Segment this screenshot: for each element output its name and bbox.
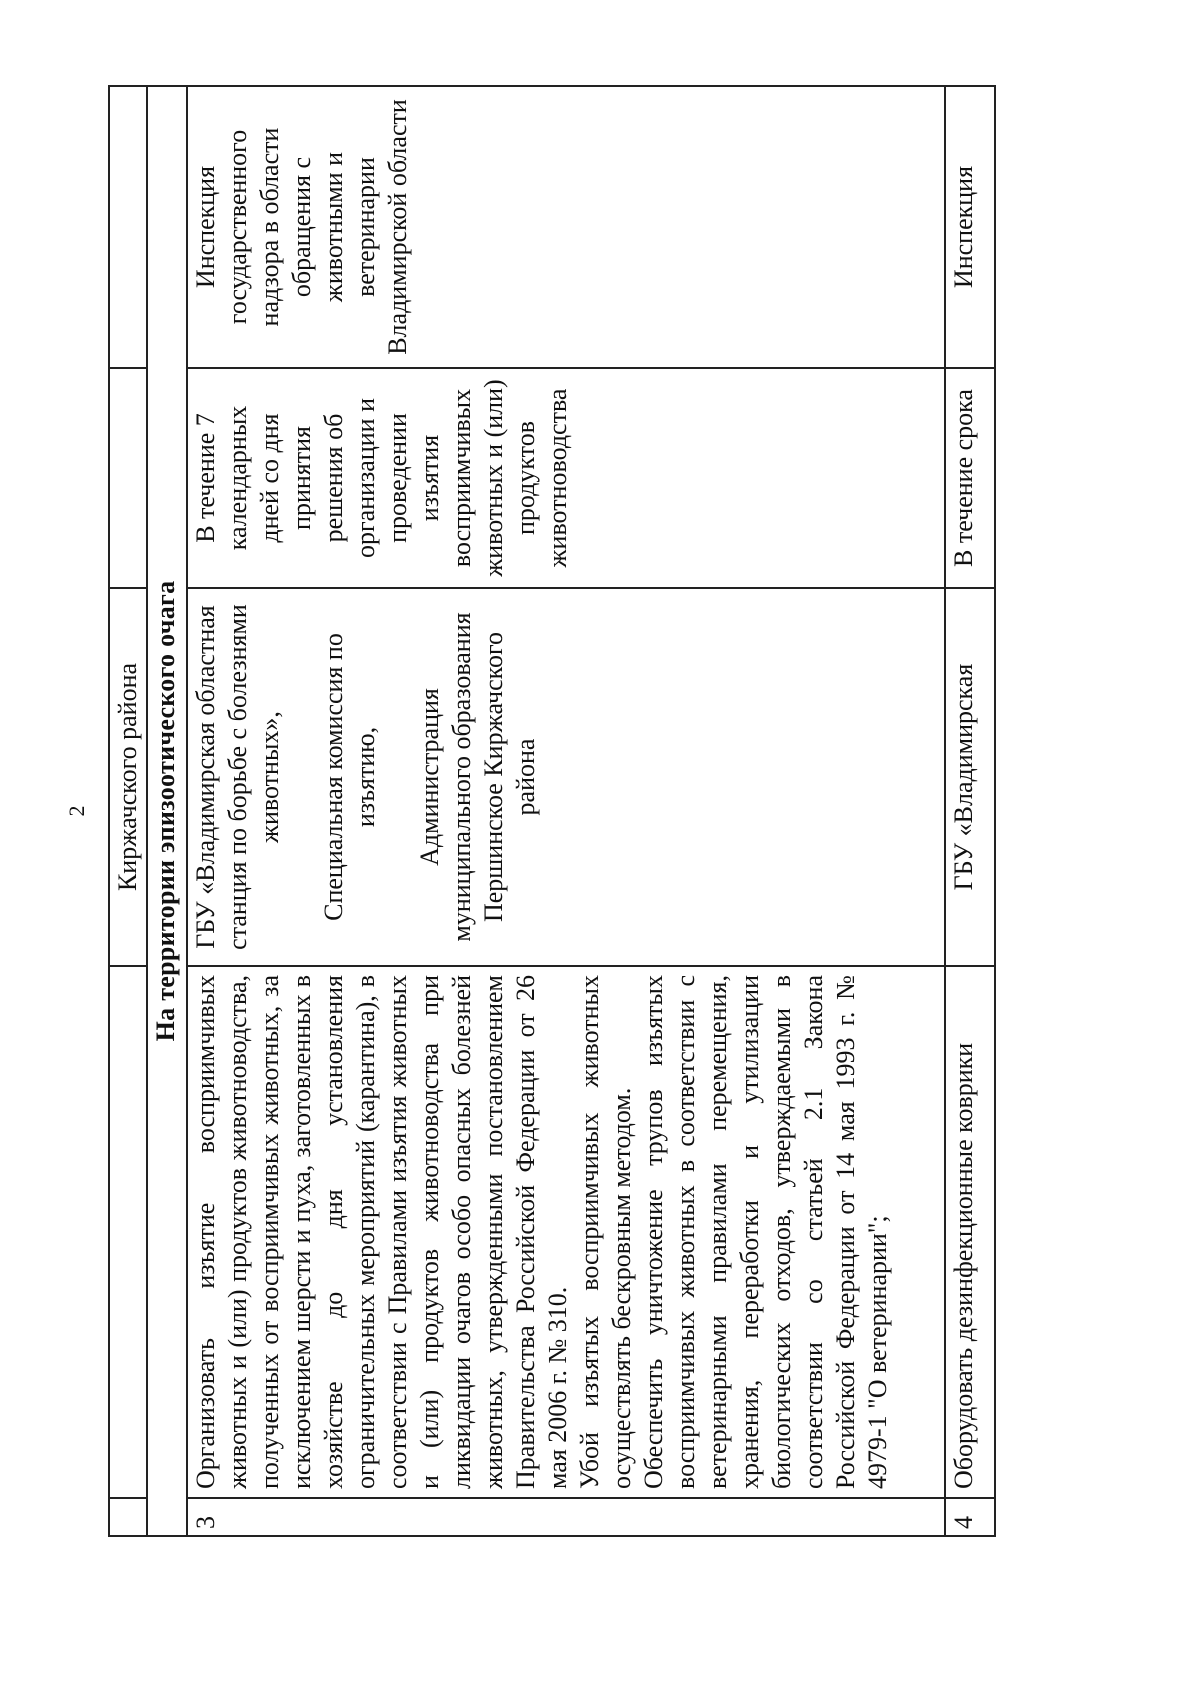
table-cell (109, 368, 147, 588)
executor-cell: ГБУ «Владимирская (945, 588, 995, 966)
measure-cell (187, 966, 945, 1498)
row-number: 3 (187, 1498, 945, 1536)
spacer (382, 597, 414, 957)
measure-paragraph: Обеспечить уничтожение трупов изъятых восприимчивых животных в соответствии с ветеринарными правилами перемещения, хранения, переработки и утилизации биологических отходов, утверждаемыми в соответствии со статьей 2.1 Закона Российской Федерации от 14 мая 1993 г. № 4979-1 "О ветеринарии"; (639, 975, 892, 1489)
measure-paragraph: Убой изъятых восприимчивых животных осуществлять бескровным методом. (575, 975, 636, 1489)
executor-entry: Специальная комиссия по изъятию, (319, 633, 380, 921)
page-number: 2 (64, 805, 89, 817)
table-cell (109, 1498, 147, 1536)
section-row (147, 86, 187, 1536)
rotated-table-container (108, 87, 1083, 1537)
table-cell (109, 86, 147, 368)
control-cell: Инспекция государственного надзора в области обращения с животными и ветеринарии Владимирской области (187, 86, 945, 368)
row-number: 4 (945, 1498, 995, 1536)
executor-district-cell: Киржачского района (109, 588, 147, 966)
spacer (286, 597, 318, 957)
executor-entry: ГБУ «Владимирская областная станция по борьбе с болезнями животных», (191, 604, 284, 950)
table-header-continuation-row (109, 86, 147, 1536)
section-title: На территории эпизоотического очага (147, 86, 187, 1536)
executor-entry: Администрация муниципального образования Першинское Киржачского района (415, 612, 540, 942)
control-cell: Инспекция (945, 86, 995, 368)
measures-table (108, 85, 996, 1537)
measure-paragraph: Организовать изъятие восприимчивых животных и (или) продуктов животноводства, полученных от восприимчивых животных, за исключением шерсти и пуха, заготовленных в хозяйстве до дня установления ограничительных мероприятий (карантина), в соответствии с Правилами изъятия животных и (или) продуктов животноводства при ликвидации очагов особо опасных болезней животных, утвержденными постановлением Правительства Российской Федерации от 26 мая 2006 г. № 310. (191, 975, 572, 1489)
executor-cell (187, 588, 945, 966)
measure-cell: Оборудовать дезинфекционные коврики (945, 966, 995, 1498)
table-row (945, 86, 995, 1536)
term-cell: В течение срока (945, 368, 995, 588)
table-cell (109, 966, 147, 1498)
table-row (187, 86, 945, 1536)
term-cell: В течение 7 календарных дней со дня принятия решения об организации и проведении изъятия восприимчивых животных и (или) продуктов животноводства (187, 368, 945, 588)
